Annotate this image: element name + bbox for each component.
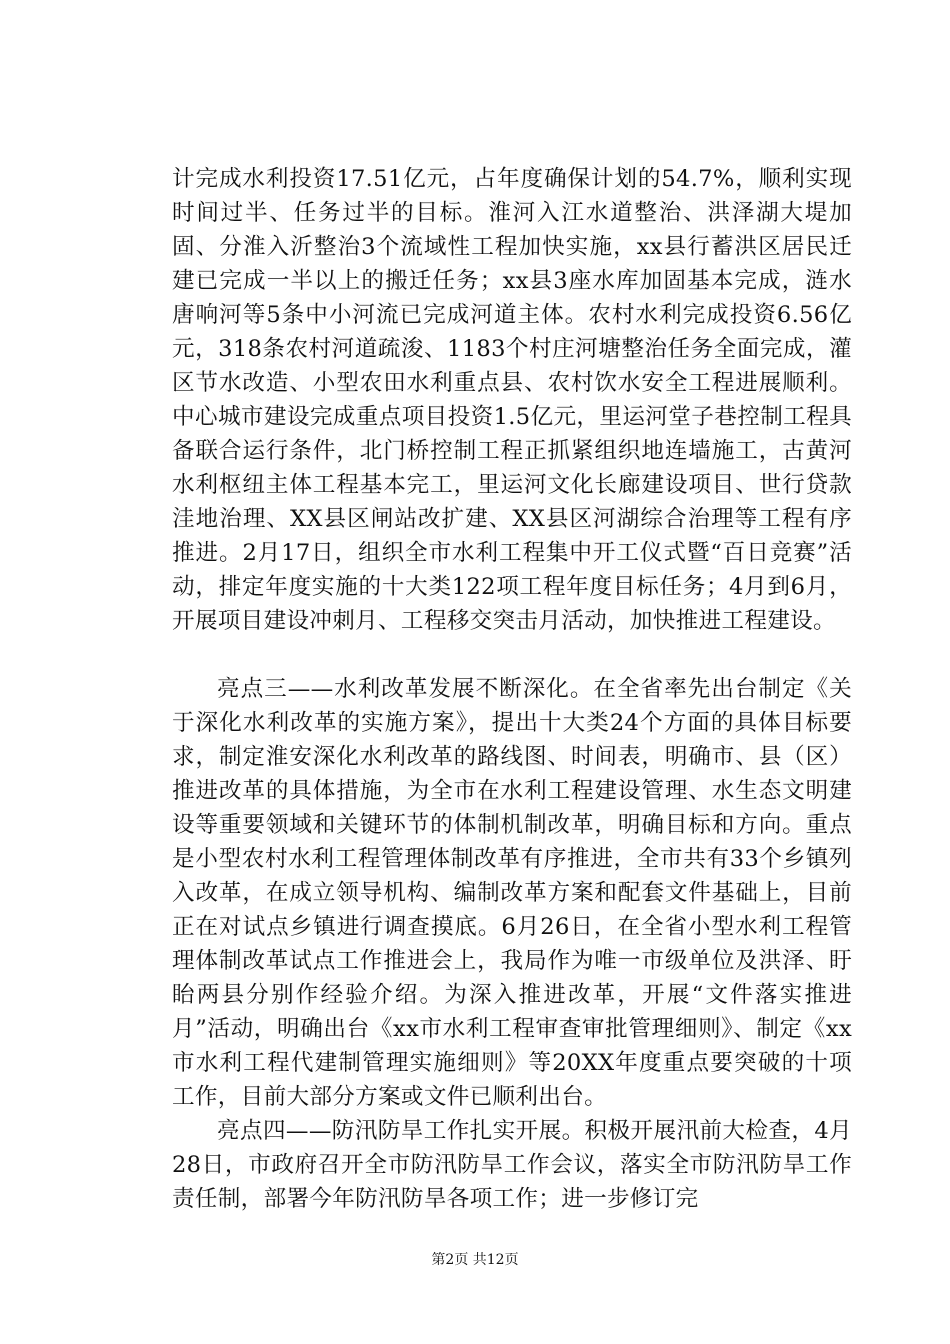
- paragraph-highlight-four: 亮点四——防汛防旱工作扎实开展。积极开展汛前大检查，4月28日，市政府召开全市防汛防旱工作会议，落实全市防汛防旱工作责任制，部署今年防汛防旱各项工作；进一步修订完: [172, 1118, 852, 1212]
- paragraph-continued: 计完成水利投资17.51亿元，占年度确保计划的54.7%，顺利实现时间过半、任务过半的目标。淮河入江水道整治、洪泽湖大堤加固、分淮入沂整治3个流域性工程加快实施，xx县行蓄洪区居民迁建已完成一半以上的搬迁任务；xx县3座水库加固基本完成，涟水唐响河等5条中小河流已完成河道主体。农村水利完成投资6.56亿元，318条农村河道疏浚、1183个村庄河塘整治任务全面完成，灌区节水改造、小型农田水利重点县、农村饮水安全工程进展顺利。中心城市建设完成重点项目投资1.5亿元，里运河堂子巷控制工程具备联合运行条件，北门桥控制工程正抓紧组织地连墙施工，古黄河水利枢纽主体工程基本完工，里运河文化长廊建设项目、世行贷款洼地治理、XX县区闸站改扩建、XX县区河湖综合治理等工程有序推进。2月17日，组织全市水利工程集中开工仪式暨“百日竞赛”活动，排定年度实施的十大类122项工程年度目标任务；4月到6月，开展项目建设冲刺月、工程移交突击月活动，加快推进工程建设。: [172, 166, 852, 634]
- document-body: [172, 162, 852, 1216]
- paragraph-highlight-three: 亮点三——水利改革发展不断深化。在全省率先出台制定《关于深化水利改革的实施方案》，提出十大类24个方面的具体目标要求，制定淮安深化水利改革的路线图、时间表，明确市、县（区）推进改革的具体措施，为全市在水利工程建设管理、水生态文明建设等重要领域和关键环节的体制机制改革，明确目标和方向。重点是小型农村水利工程管理体制改革有序推进，全市共有33个乡镇列入改革，在成立领导机构、编制改革方案和配套文件基础上，目前正在对试点乡镇进行调查摸底。6月26日，在全省小型水利工程管理体制改革试点工作推进会上，我局作为唯一市级单位及洪泽、盱眙两县分别作经验介绍。为深入推进改革，开展“文件落实推进月”活动，明确出台《xx市水利工程审查审批管理细则》、制定《xx市水利工程代建制管理实施细则》等20XX年度重点要突破的十项工作，目前大部分方案或文件已顺利出台。: [172, 676, 852, 1110]
- page-number-footer: 第2页 共12页: [431, 1252, 519, 1268]
